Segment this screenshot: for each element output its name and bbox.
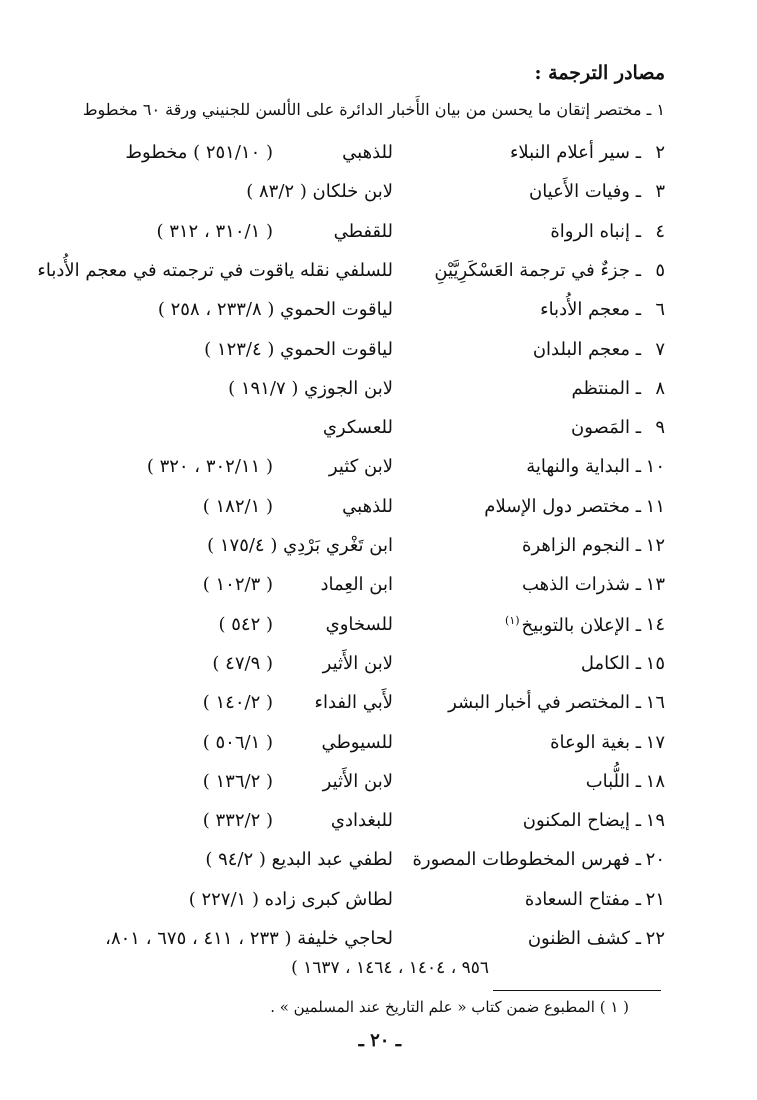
entry-author: لطاش كبرى زاده ( ٢٢٧/١ ) [188,889,393,910]
entry-number: ٩ [655,417,665,438]
source-entry [65,299,665,329]
source-entry [65,339,665,369]
entry-number: ١٩ [645,810,665,831]
source-entry [65,378,665,408]
source-entry [65,181,665,211]
entry-number: ١٢ [645,535,665,556]
entry-number: ٢١ [645,889,665,910]
source-entry [65,810,665,840]
footnote-marker: (١) [505,614,520,627]
entry-reference: ( ١٤٠/٢ ) [202,692,273,713]
entry-author: لابن الجوزي ( ١٩١/٧ ) [228,378,393,399]
entry-title: ـ جزءٌ في ترجمة العَسْكَرِيَّيْنِ [434,260,641,281]
entry-author: للسخاوي [325,614,393,635]
entry-title: ـ شذرات الذهب [522,574,641,595]
entry-title: ـ المنتظم [571,378,641,399]
entry-number: ١٧ [645,732,665,753]
entry-author: للسيوطي [321,732,393,753]
entry-number: ١٨ [645,771,665,792]
entry-reference: ( ٣١٠/١ ، ٣١٢ ) [156,221,273,242]
entry-title: ـ مفتاح السعادة [524,889,641,910]
entry-title [505,614,641,636]
entry-title: ـ بغية الوعاة [550,732,641,753]
entry-title: ـ معجم الأُدباء [540,299,641,320]
entry-number: ١٥ [645,653,665,674]
entry-title: ـ المَصون [570,417,641,438]
entry-author: لابن الأَثير [322,653,393,674]
entry-number: ١٦ [645,692,665,713]
source-entry [65,692,665,722]
entry-title: ـ كشف الظنون [527,928,641,949]
entry-number: ٦ [655,299,665,320]
source-entry [65,417,665,447]
entry-author: للسلفي نقله ياقوت في ترجمته في معجم الأُدباء [37,260,393,281]
entry-author: لياقوت الحموي ( ٢٣٣/٨ ، ٢٥٨ ) [157,299,393,320]
entry-author: لابن خلكان ( ٨٣/٢ ) [246,181,393,202]
entry-author: للعسكري [322,417,393,438]
footnote: ( ١ ) المطبوع ضمن كتاب « علم التاريخ عند المسلمين » . [270,998,629,1016]
entry-title: ـ اللُّباب [585,771,641,792]
source-entry [65,849,665,879]
entry-author: لابن الأَثير [322,771,393,792]
source-entry [65,653,665,683]
entry-reference: ( ٥٤٢ ) [218,614,273,635]
entry-reference: ( ١٠٢/٣ ) [202,574,273,595]
entry-author: لأَبي الفداء [314,692,393,713]
source-entry-1: ١ ـ مختصر إتقان ما يحسن من بيان الأَخبار الدائرة على الألسن للجنيني ورقة ٦٠ مخطوط [82,100,665,119]
entry-author: للذهبي [342,142,393,163]
source-entry-22-continuation: ٩٥٦ ، ١٤٠٤ ، ١٤٦٤ ، ١٦٣٧ ) [291,958,489,978]
entry-author: لطفي عبد البديع ( ٩٤/٢ ) [205,849,393,870]
entry-reference: ( ٢٥١/١٠ ) مخطوط [125,142,273,163]
entry-number: ٧ [655,339,665,360]
source-entry [65,535,665,565]
entry-author: للذهبي [342,496,393,517]
entry-title: ـ سير أعلام النبلاء [509,142,641,163]
page-number: ـ ٢٠ ـ [358,1030,401,1051]
entry-number: ٣ [655,181,665,202]
entry-author: للقفطي [333,221,393,242]
source-entry [65,221,665,251]
entry-author: لياقوت الحموي ( ١٢٣/٤ ) [204,339,393,360]
entry-title: ـ وفيات الأَعيان [528,181,641,202]
entry-number: ٥ [655,260,665,281]
entry-reference: ( ١٨٢/١ ) [202,496,273,517]
entry-number: ١٣ [645,574,665,595]
entry-reference: ( ١٣٦/٢ ) [202,771,273,792]
entry-number: ١٤ [645,614,665,635]
entry-number: ٤ [655,221,665,242]
source-entry [65,614,665,644]
source-entry [65,456,665,486]
source-entry [65,889,665,919]
source-entry [65,496,665,526]
source-entry [65,732,665,762]
entry-number: ١١ [645,496,665,517]
source-entry [37,260,665,290]
entry-title-text: ـ الإعلان بالتوبيخ [521,615,641,636]
entry-author: لحاجي خليفة ( ٢٣٣ ، ٤١١ ، ٦٧٥ ، ٨٠١، [105,928,393,949]
entry-title: ـ البداية والنهاية [526,456,641,477]
footnote-divider [493,990,661,991]
source-entry [65,574,665,604]
entry-reference: ( ٣٣٢/٢ ) [202,810,273,831]
entry-title: ـ المختصر في أخبار البشر [448,692,641,713]
entry-author: ابن تَغْري بَرْدِي ( ١٧٥/٤ ) [207,535,393,556]
entry-reference: ( ٣٠٢/١١ ، ٣٢٠ ) [146,456,273,477]
entry-number: ٢ [655,142,665,163]
entry-title: ـ إنباه الرواة [550,221,641,242]
source-entry [65,771,665,801]
entry-title: ـ فهرس المخطوطات المصورة [412,849,641,870]
entry-title: ـ إيضاح المكنون [522,810,641,831]
entry-title: ـ الكامل [580,653,641,674]
entry-title: ـ مختصر دول الإسلام [484,496,641,517]
entry-reference: ( ٥٠٦/١ ) [202,732,273,753]
entry-number: ١٠ [645,456,665,477]
entry-title: ـ النجوم الزاهرة [522,535,641,556]
entry-reference: ( ٤٧/٩ ) [212,653,273,674]
entry-author: لابن كثير [328,456,393,477]
entry-number: ٨ [655,378,665,399]
entry-author: ابن العِماد [320,574,393,595]
section-heading: مصادر الترجمة : [534,62,665,84]
source-entry [65,142,665,172]
entry-number: ٢٠ [645,849,665,870]
source-entry [65,928,665,958]
entry-number: ٢٢ [645,928,665,949]
entry-title: ـ معجم البلدان [532,339,641,360]
entry-author: للبغدادي [330,810,393,831]
